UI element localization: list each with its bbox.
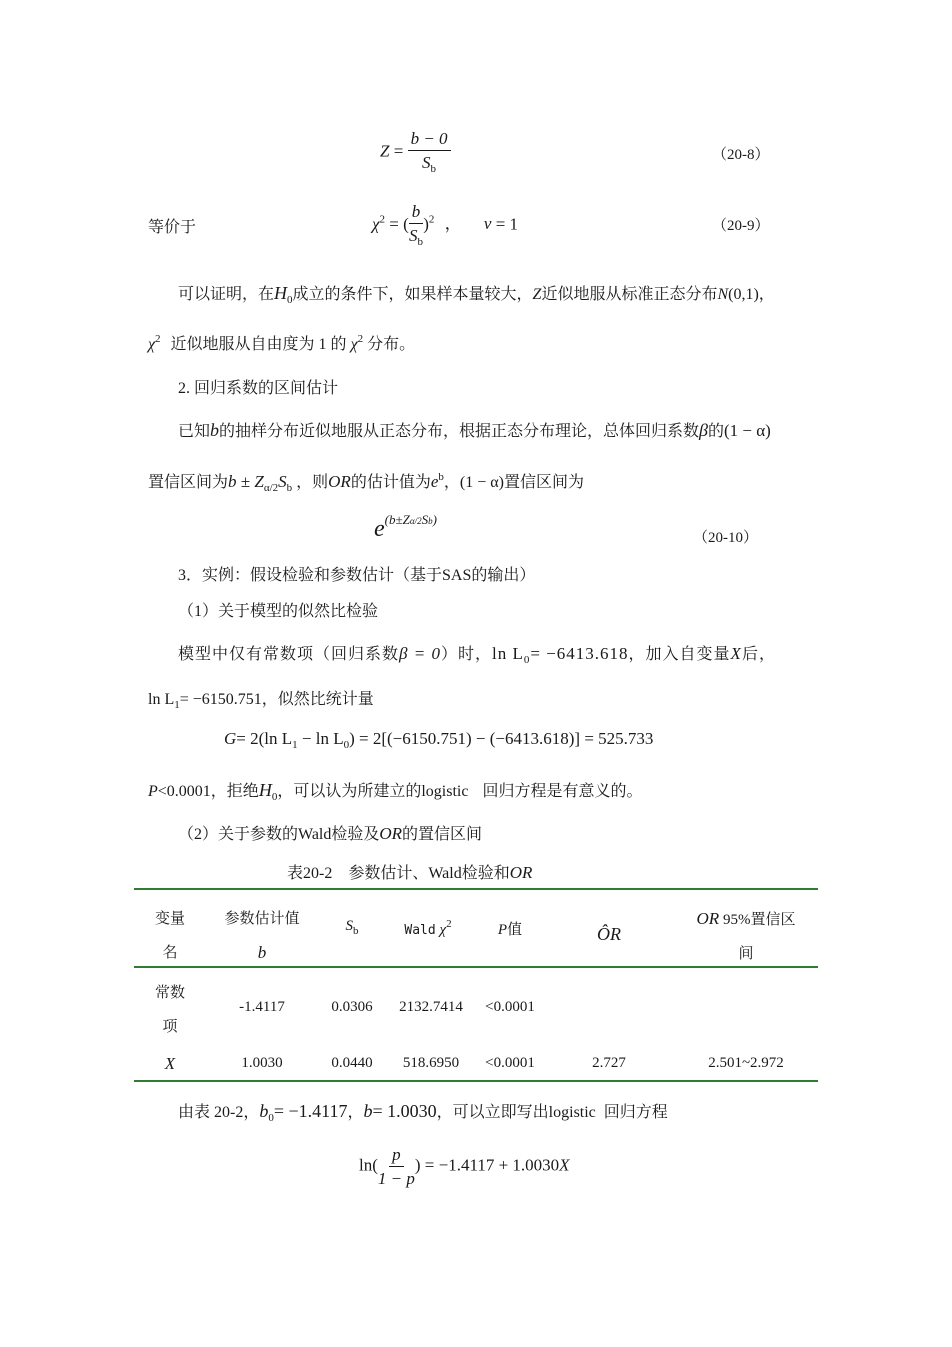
- header-wald-chi-square: Wald $\chi^2$: [404, 918, 452, 938]
- header-estimate: 参数估计值 b: [224, 911, 300, 962]
- cell-or: 2.727: [592, 1055, 626, 1071]
- section-heading-3: 3．实例：假设检验和参数估计（基于SAS的输出）: [178, 567, 536, 584]
- eq-equals: =: [393, 141, 404, 161]
- cell-wald: 2132.7414: [399, 999, 463, 1015]
- cell-standard-error: 0.0306: [331, 999, 373, 1015]
- table-caption: 表20-2 参数估计、Wald检验和OR: [287, 863, 533, 882]
- cell-wald: 518.6950: [402, 1055, 460, 1071]
- header-p-value: P值: [497, 922, 523, 938]
- paragraph-2: 已知b的抽样分布近似地服从正态分布，根据正态分布理论，总体回归系数β的(1 − α): [178, 420, 771, 440]
- header-standard-error: $S_b$: [345, 918, 359, 937]
- paragraph-2-cont: 置信区间为$b \pm Z_{\alpha/2}S_b$ ，则OR的估计值为$e^b$，(1 − α)置信区间为: [148, 471, 584, 494]
- cell-p-value: <0.0001: [485, 1055, 535, 1071]
- cell-estimate: 1.0030: [241, 1055, 283, 1071]
- paragraph-5: 由表 20-2，$b_0= -1.4117$，b= 1.0030，可以立即写出logistic 回归方程: [178, 1101, 668, 1124]
- cell-ci: 2.501~2.972: [708, 1055, 784, 1071]
- cell-standard-error: 0.0440: [331, 1055, 373, 1071]
- table-bottom-rule: [134, 1080, 818, 1082]
- equation-20-8: [380, 130, 451, 175]
- equation-20-9: $\chi^2$ = ( $\frac{b}{S_b}$ )$^2$ ， ν = 1: [372, 202, 519, 248]
- equivalent-label: 等价于: [148, 219, 197, 236]
- table-row-constant: 常数 项: [154, 985, 185, 1035]
- equation-number: （20-10）: [693, 530, 758, 546]
- eq-numerator: b − 0: [408, 130, 451, 151]
- paragraph-4: P<0.0001，拒绝$H_0$，可以认为所建立的logistic 回归方程是有意义的。: [148, 780, 643, 803]
- eq-fraction: $\frac{b - 0}{S_b}$: [408, 130, 451, 175]
- table-top-rule: [134, 888, 818, 890]
- paragraph-3: 模型中仅有常数项（回归系数β = 0）时，$\ln L_0= -6413.618$，加入自变量X后，: [178, 644, 776, 666]
- equation-number: （20-9）: [712, 218, 770, 234]
- paragraph-1: 可以证明，在$H_0$成立的条件下，如果样本量较大，Z近似地服从标准正态分布N(0,1)，: [178, 283, 775, 306]
- paragraph-1-cont: $\chi^2$ 近似地服从自由度为 1 的 $\chi^2$ 分布。: [148, 333, 416, 353]
- subsection-1: （1）关于模型的似然比检验: [178, 603, 379, 620]
- eq-fraction: $\frac{b}{S_b}$: [408, 202, 423, 248]
- header-variable-name: 变量 名: [154, 911, 185, 961]
- table-row-x: X: [164, 1054, 176, 1073]
- eq-lhs: Z: [380, 141, 390, 161]
- header-or-ci: OR 95%置信区 间: [696, 909, 796, 962]
- equation-20-10: $e^{(b\pm Z\alpha/2Sb)}$: [374, 512, 437, 542]
- equation-g: G= 2(ln $L_1 - \ln L_0) = 2[(-6150.751) - (-6413.618)] = 525.733$: [224, 729, 654, 751]
- subsection-2: （2）关于参数的Wald检验及OR的置信区间: [178, 824, 483, 843]
- eq-fraction: $\frac{p}{1 - p}$: [377, 1145, 415, 1188]
- cell-p-value: <0.0001: [485, 999, 535, 1015]
- eq-denominator: S: [422, 153, 431, 172]
- cell-estimate: -1.4117: [239, 999, 285, 1015]
- section-heading-2: 2. 回归系数的区间估计: [178, 380, 339, 397]
- equation-logistic: ln( $\frac{p}{1 - p}$ ) = −1.4117 + 1.0030X: [359, 1145, 570, 1188]
- paragraph-3-cont: $\ln L_1= -6150.751$，似然比统计量: [148, 691, 374, 711]
- header-or-estimate: ÔR: [597, 924, 621, 944]
- equation-number: （20-8）: [712, 147, 770, 163]
